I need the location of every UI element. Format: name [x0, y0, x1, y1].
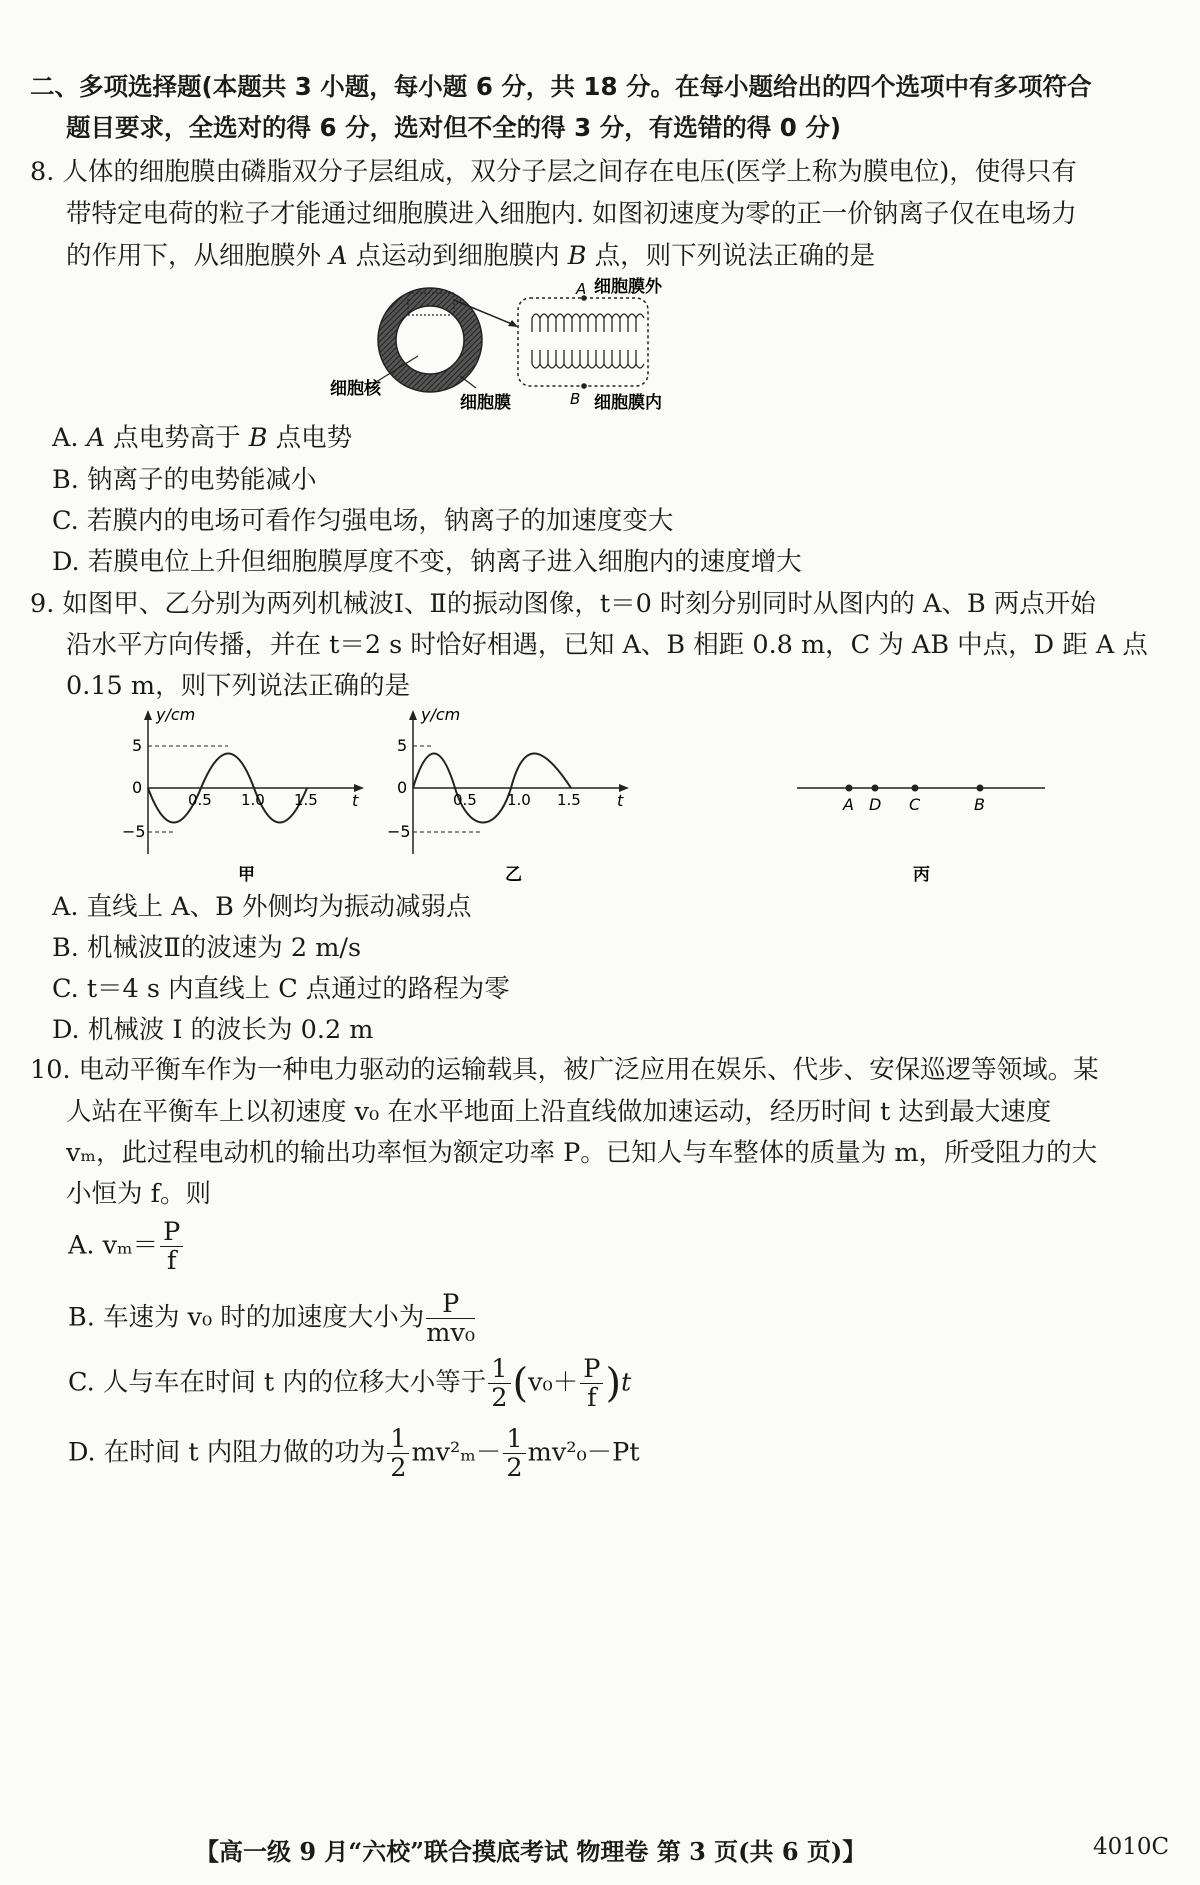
- q9-option-b: B. 机械波Ⅱ的波速为 2 m/s: [52, 933, 362, 963]
- page-footer: 【高一级 9 月“六校”联合摸底考试 物理卷 第 3 页(共 6 页)】: [195, 1837, 867, 1866]
- svg-text:A: A: [843, 795, 854, 814]
- point-A: [846, 785, 853, 792]
- q9-graph-yi: [385, 706, 645, 886]
- q10-option-c: C. 人与车在时间 t 内的位移大小等于 $\frac{1}{2}$ (v₀＋ $\frac{P}{f}$ )t: [68, 1354, 632, 1414]
- svg-text:5: 5: [132, 736, 143, 755]
- q8-cell-membrane-figure: [320, 276, 680, 416]
- svg-text:y/cm: y/cm: [421, 706, 461, 724]
- svg-text:1.0: 1.0: [241, 791, 265, 809]
- svg-text:乙: 乙: [505, 865, 522, 885]
- q10-stem-line1: 10. 电动平衡车作为一种电力驱动的运输载具，被广泛应用在娱乐、代步、安保巡逻等领域。某: [30, 1055, 1099, 1085]
- svg-text:甲: 甲: [238, 865, 255, 885]
- q9-stem-line1: 9. 如图甲、乙分别为两列机械波Ⅰ、Ⅱ的振动图像，t＝0 时刻分别同时从图内的 A、B 两点开始: [30, 589, 1096, 619]
- point-D: [872, 785, 879, 792]
- point-B: [977, 785, 984, 792]
- q9-option-a: A. 直线上 A、B 外侧均为振动减弱点: [52, 892, 472, 922]
- svg-text:t: t: [352, 791, 359, 810]
- svg-text:y/cm: y/cm: [156, 706, 196, 724]
- svg-text:0.5: 0.5: [188, 791, 212, 809]
- lipid-bilayer: [532, 314, 644, 368]
- svg-text:0.5: 0.5: [453, 791, 477, 809]
- q10-option-a: A. vₘ＝ $\frac{P}{f}$: [68, 1218, 185, 1275]
- svg-text:B: B: [974, 795, 985, 814]
- q9-stem-line3: 0.15 m，则下列说法正确的是: [66, 671, 411, 701]
- zoom-box: [518, 298, 648, 386]
- q8-option-b: B. 钠离子的电势能减小: [52, 465, 317, 495]
- svg-text:1.5: 1.5: [294, 791, 318, 809]
- svg-text:D: D: [869, 795, 882, 814]
- svg-text:1.0: 1.0: [507, 791, 531, 809]
- q9-option-d: D. 机械波 I 的波长为 0.2 m: [52, 1015, 374, 1045]
- svg-text:C: C: [909, 795, 921, 814]
- point-C: [912, 785, 919, 792]
- svg-text:−5: −5: [122, 822, 146, 841]
- label-inside: 细胞膜内: [594, 393, 662, 413]
- q9-graph-jia: [120, 706, 380, 886]
- label-outside: 细胞膜外: [594, 277, 662, 297]
- svg-text:−5: −5: [387, 822, 411, 841]
- svg-text:5: 5: [397, 736, 408, 755]
- q8-option-d: D. 若膜电位上升但细胞膜厚度不变，钠离子进入细胞内的速度增大: [52, 547, 802, 577]
- point-B: [581, 383, 587, 389]
- q8-stem-line2: 带特定电荷的粒子才能通过细胞膜进入细胞内. 如图初速度为零的正一价钠离子仅在电场力: [66, 199, 1077, 229]
- svg-text:丙: 丙: [913, 865, 930, 885]
- q8-stem-line1: 8. 人体的细胞膜由磷脂双分子层组成，双分子层之间存在电压(医学上称为膜电位)，使得只有: [30, 157, 1077, 187]
- q10-stem-line4: 小恒为 f。则: [66, 1179, 212, 1209]
- q9-stem-line2: 沿水平方向传播，并在 t＝2 s 时恰好相遇，已知 A、B 相距 0.8 m，C 为 AB 中点，D 距 A 点: [66, 630, 1148, 660]
- paper-code: 4010C: [1093, 1834, 1170, 1860]
- label-membrane: 细胞膜: [460, 393, 511, 413]
- section-header-line2: 题目要求，全选对的得 6 分，选对但不全的得 3 分，有选错的得 0 分): [66, 113, 842, 142]
- q8-option-a: A. A 点电势高于 B 点电势: [52, 423, 353, 453]
- q9-option-c: C. t＝4 s 内直线上 C 点通过的路程为零: [52, 974, 510, 1004]
- label-A: A: [576, 280, 587, 298]
- q9-line-bing: [795, 770, 1055, 890]
- q10-option-b: B. 车速为 v₀ 时的加速度大小为 $\frac{P}{\text{mv₀}}$: [68, 1289, 476, 1349]
- svg-text:1.5: 1.5: [557, 791, 581, 809]
- label-nucleus: 细胞核: [330, 379, 381, 399]
- q8-option-c: C. 若膜内的电场可看作匀强电场，钠离子的加速度变大: [52, 506, 674, 536]
- q10-stem-line2: 人站在平衡车上以初速度 v₀ 在水平地面上沿直线做加速运动，经历时间 t 达到最大速度: [66, 1097, 1052, 1127]
- q10-option-d: D. 在时间 t 内阻力做的功为 $\frac{1}{2}$ mv²ₘ－ $\frac{1}{2}$ mv²₀－Pt: [68, 1424, 640, 1484]
- section-header-line1: 二、多项选择题(本题共 3 小题，每小题 6 分，共 18 分。在每小题给出的四个选项中有多项符合: [30, 72, 1092, 101]
- svg-text:0: 0: [397, 778, 408, 797]
- q10-stem-line3: vₘ，此过程电动机的输出功率恒为额定功率 P。已知人与车整体的质量为 m，所受阻力的大: [66, 1138, 1098, 1168]
- svg-text:0: 0: [132, 778, 143, 797]
- svg-text:t: t: [617, 791, 624, 810]
- q8-stem-line3: 的作用下，从细胞膜外 A 点运动到细胞膜内 B 点，则下列说法正确的是: [66, 241, 876, 271]
- label-B: B: [570, 390, 581, 408]
